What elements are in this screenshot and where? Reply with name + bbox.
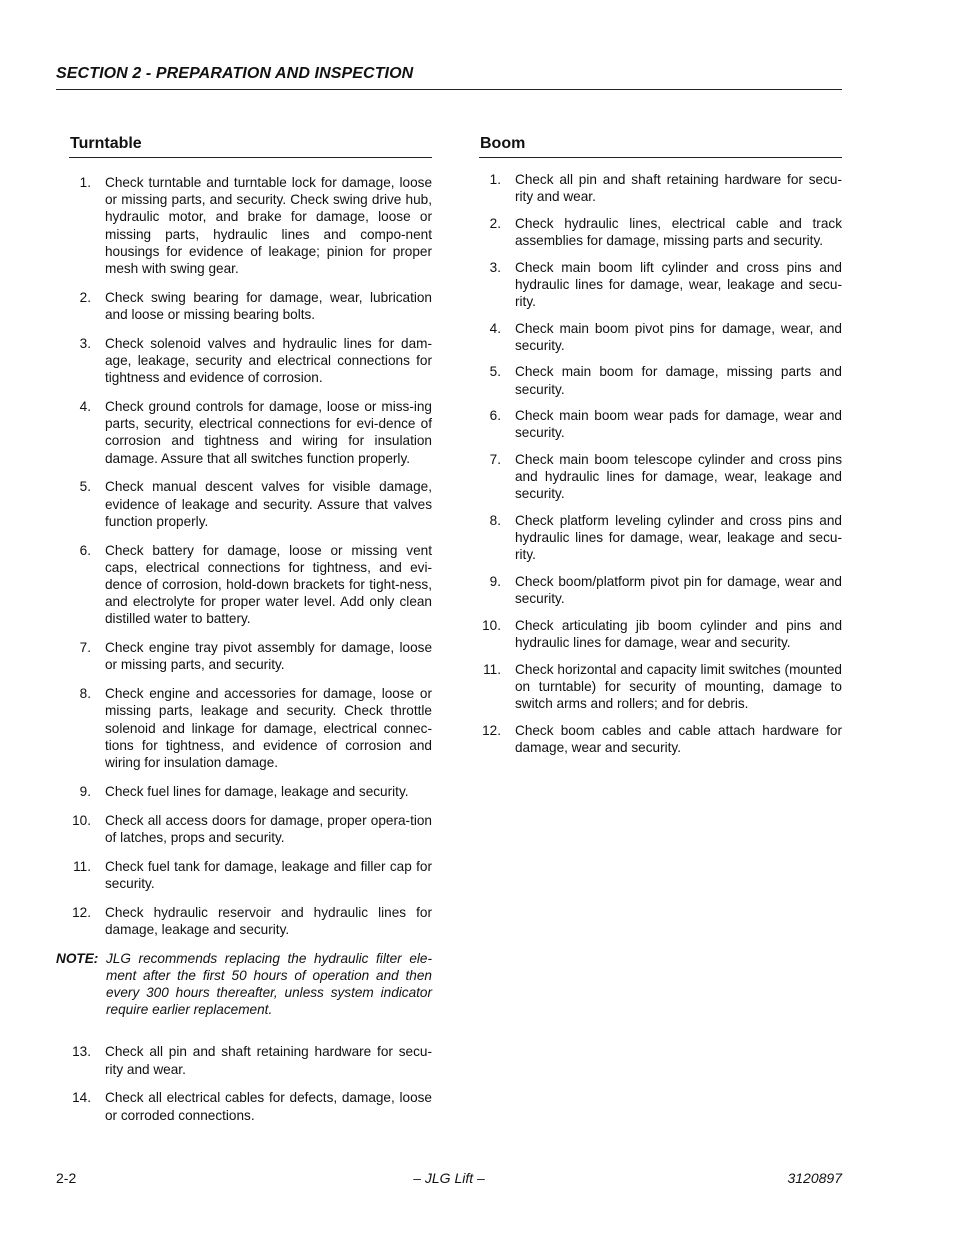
list-item	[69, 783, 432, 800]
item-text: Check fuel tank for damage, leakage and filler cap for security.	[105, 858, 432, 891]
list-item	[69, 289, 432, 323]
item-number: 12.	[482, 722, 501, 738]
item-text: Check solenoid valves and hydraulic lines for dam-age, leakage, security and electrical connections for tightness and evidence of corrosion.	[105, 335, 432, 386]
item-number: 10.	[482, 617, 501, 633]
item-number: 14.	[72, 1090, 91, 1106]
list-item	[479, 215, 842, 249]
page-number: 2-2	[56, 1170, 77, 1186]
item-text: Check hydraulic lines, electrical cable and track assemblies for damage, missing parts and security.	[515, 215, 842, 248]
list-item	[69, 812, 432, 846]
boom-heading: Boom	[479, 134, 842, 158]
item-text: Check swing bearing for damage, wear, lubrication and loose or missing bearing bolts.	[105, 289, 432, 323]
item-number: 7.	[489, 451, 501, 467]
list-item	[479, 451, 842, 503]
list-item	[479, 722, 842, 756]
item-number: 6.	[489, 408, 501, 424]
list-item	[69, 542, 432, 628]
item-number: 11.	[73, 858, 91, 874]
item-number: 6.	[79, 542, 91, 558]
item-number: 5.	[489, 364, 501, 380]
list-item	[479, 661, 842, 713]
list-item	[69, 174, 432, 277]
section-title: SECTION 2 - PREPARATION AND INSPECTION	[56, 65, 414, 82]
list-item	[479, 512, 842, 564]
item-number: 4.	[79, 399, 91, 415]
item-text: Check main boom telescope cylinder and cross pins and hydraulic lines for damage, wear, leakage and security.	[515, 451, 842, 502]
item-text: Check battery for damage, loose or missing vent caps, electrical connections for tightness, and evi-dence of corrosion, hold-down brackets for tight-ness, and electrolyte for proper water level. Add only clean distilled water to battery.	[105, 542, 432, 627]
item-text: Check all pin and shaft retaining hardware for secu-rity and wear.	[515, 172, 842, 205]
list-item	[69, 639, 432, 673]
item-text: Check main boom wear pads for damage, wear and security.	[515, 408, 842, 441]
item-number: 1.	[79, 175, 91, 190]
page-footer	[56, 1170, 842, 1190]
list-item	[69, 478, 432, 530]
item-number: 3.	[489, 259, 501, 275]
item-number: 1.	[489, 172, 501, 187]
item-text: Check engine and accessories for damage, loose or missing parts, leakage and security. Check throttle solenoid and linkage for damage, electrical connec-tions for tightness, and evidence of corrosion and wiring for insulation damage.	[105, 686, 432, 771]
item-text: Check horizontal and capacity limit switches (mounted on turntable) for security of mounting, damage to switch arms and rollers; and for debris.	[515, 661, 842, 711]
section-header	[56, 64, 842, 90]
note-block	[56, 950, 432, 1019]
footer-brand: – JLG Lift –	[413, 1170, 485, 1186]
list-item	[69, 858, 432, 892]
item-text: Check hydraulic reservoir and hydraulic lines for damage, leakage and security.	[105, 904, 432, 937]
item-number: 7.	[79, 640, 91, 656]
list-item	[479, 363, 842, 397]
list-item	[69, 1089, 432, 1123]
item-text: Check all electrical cables for defects, damage, loose or corroded connections.	[105, 1090, 432, 1123]
list-item	[479, 171, 842, 205]
note-text: JLG recommends replacing the hydraulic filter ele-ment after the first 50 hours of operation and then every 300 hours thereafter, unless system indicator require earlier replacement.	[106, 950, 432, 1018]
item-text: Check platform leveling cylinder and cross pins and hydraulic lines for damage, wear, leakage and secu-rity.	[515, 512, 842, 563]
item-number: 8.	[79, 686, 91, 702]
list-item	[69, 398, 432, 467]
boom-column	[479, 134, 842, 765]
item-text: Check main boom for damage, missing parts and security.	[515, 364, 842, 397]
item-text: Check turntable and turntable lock for damage, loose or missing parts, and security. Check swing drive hub, hydraulic motor, and brake for damage, loose or missing parts, hydraulic lines and compo-nent housings for evidence of leakage; pinion for proper mesh with swing gear.	[105, 175, 432, 277]
turntable-checklist-continued	[69, 1043, 432, 1123]
list-item	[479, 573, 842, 607]
list-item	[479, 617, 842, 651]
list-item	[69, 1043, 432, 1077]
item-text: Check boom cables and cable attach hardware for damage, wear and security.	[515, 722, 842, 755]
item-number: 2.	[79, 289, 91, 305]
item-number: 8.	[489, 512, 501, 528]
item-text: Check fuel lines for damage, leakage and security.	[105, 783, 409, 799]
item-text: Check all pin and shaft retaining hardware for secu-rity and wear.	[105, 1044, 432, 1077]
turntable-column	[56, 134, 432, 1135]
note-label: NOTE:	[56, 950, 99, 966]
list-item	[69, 335, 432, 387]
list-item	[69, 904, 432, 938]
document-number: 3120897	[787, 1170, 842, 1186]
item-number: 9.	[79, 783, 91, 799]
turntable-checklist	[69, 174, 432, 938]
item-number: 12.	[72, 904, 91, 920]
item-text: Check articulating jib boom cylinder and pins and hydraulic lines for damage, wear and security.	[515, 617, 842, 650]
list-item	[479, 407, 842, 441]
item-text: Check main boom pivot pins for damage, wear, and security.	[515, 320, 842, 353]
item-text: Check main boom lift cylinder and cross pins and hydraulic lines for damage, wear, leakage and secu-rity.	[515, 259, 842, 309]
item-number: 2.	[489, 215, 501, 231]
item-text: Check all access doors for damage, proper opera-tion of latches, props and security.	[105, 812, 432, 845]
item-number: 11.	[483, 661, 501, 677]
item-number: 4.	[489, 320, 501, 336]
item-number: 3.	[79, 335, 91, 351]
boom-checklist	[479, 171, 842, 756]
turntable-heading: Turntable	[69, 134, 432, 158]
item-text: Check manual descent valves for visible damage, evidence of leakage and security. Assure that valves function properly.	[105, 479, 432, 529]
item-text: Check engine tray pivot assembly for damage, loose or missing parts, and security.	[105, 640, 432, 673]
list-item	[69, 685, 432, 771]
item-number: 5.	[79, 479, 91, 495]
list-item	[479, 259, 842, 311]
item-number: 9.	[489, 573, 501, 589]
item-text: Check boom/platform pivot pin for damage, wear and security.	[515, 573, 842, 607]
item-number: 10.	[72, 812, 91, 828]
item-text: Check ground controls for damage, loose or miss-ing parts, security, electrical connections for evi-dence of corrosion and tightness and wiring for insulation damage. Assure that all switches function properly.	[105, 399, 432, 466]
item-number: 13.	[72, 1044, 91, 1060]
list-item	[479, 320, 842, 354]
